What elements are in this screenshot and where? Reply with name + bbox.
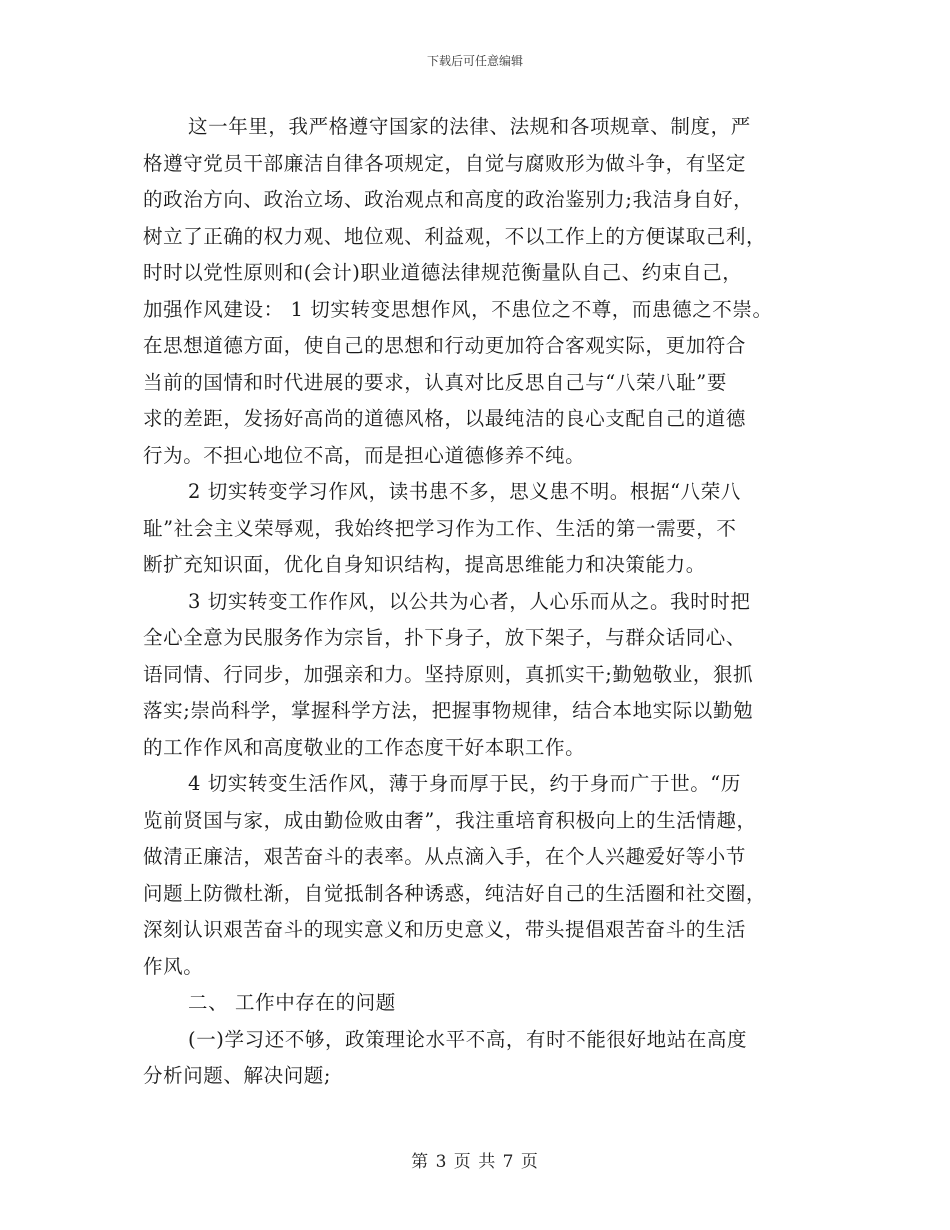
text-line: 深刻认识艰苦奋斗的现实意义和历史意义，带头提倡艰苦奋斗的生活 [143,918,747,941]
text-line: 问题上防微杜渐，自觉抵制各种诱惑，纯洁好自己的生活圈和社交圈， [143,881,767,905]
text-line: 全心全意为民服务作为宗旨，扑下身子，放下架子，与群众话同心、 [143,626,747,649]
text-line: 2 切实转变学习作风，读书患不多，思义患不明。根据“八荣八 [188,480,741,503]
text-line: 行为。不担心地位不高，而是担心道德修养不纯。 [143,443,586,467]
text-line: 语同情、行同步，加强亲和力。坚持原则，真抓实干;勤勉敬业，狠抓 [143,662,754,686]
text-line: 4 切实转变生活作风，薄于身而厚于民，约于身而广于世。“历 [188,772,741,795]
text-line: 加强作风建设： 1 切实转变思想作风，不患位之不尊，而患德之不崇。 [143,297,773,321]
text-line: 3 切实转变工作作风，以公共为心者，人心乐而从之。我时时把 [188,589,751,613]
document-body [143,109,823,1095]
text-line: 格遵守党员干部廉洁自律各项规定，自觉与腐败形为做斗争，有坚定 [143,151,747,175]
text-line: 落实;崇尚科学，掌握科学方法，把握事物规律，结合本地实际以勤勉 [143,699,754,722]
text-line: 树立了正确的权力观、地位观、利益观，不以工作上的方便谋取己利， [143,224,767,248]
text-line: 分析问题、解决问题; [143,1064,332,1087]
text-line: 断扩充知识面，优化自身知识结构，提高思维能力和决策能力。 [143,553,706,576]
text-line: 求的差距，发扬好高尚的道德风格，以最纯洁的良心支配自己的道德 [143,407,747,430]
text-line: 的政治方向、政治立场、政治观点和高度的政治鉴别力;我洁身自好， [143,188,754,211]
text-line: 耻”社会主义荣辱观，我始终把学习作为工作、生活的第一需要，不 [143,516,737,540]
text-line: 在思想道德方面，使自己的思想和行动更加符合客观实际，更加符合 [143,334,747,357]
text-line: 作风。 [143,954,204,978]
text-line: 览前贤国与家，成由勤俭败由奢”，我注重培育积极向上的生活情趣， [143,808,757,832]
text-line: 做清正廉洁，艰苦奋斗的表率。从点滴入手，在个人兴趣爱好等小节 [143,845,747,868]
text-line: 的工作作风和高度敬业的工作态度干好本职工作。 [143,735,586,759]
page-header: 下载后可任意编辑 [426,54,523,68]
text-line: 这一年里，我严格遵守国家的法律、法规和各项规章、制度，严 [188,115,751,138]
section-heading: 二、 工作中存在的问题 [188,991,396,1014]
page-number: 第 3 页 共 7 页 [411,1152,539,1172]
text-line: 时时以党性原则和(会计)职业道德法律规范衡量队自己、约束自己， [143,261,743,284]
text-line: 当前的国情和时代进展的要求，认真对比反思自己与“八荣八耻”要 [143,370,727,394]
text-line: (一)学习还不够，政策理论水平不高，有时不能很好地站在高度 [188,1027,748,1051]
